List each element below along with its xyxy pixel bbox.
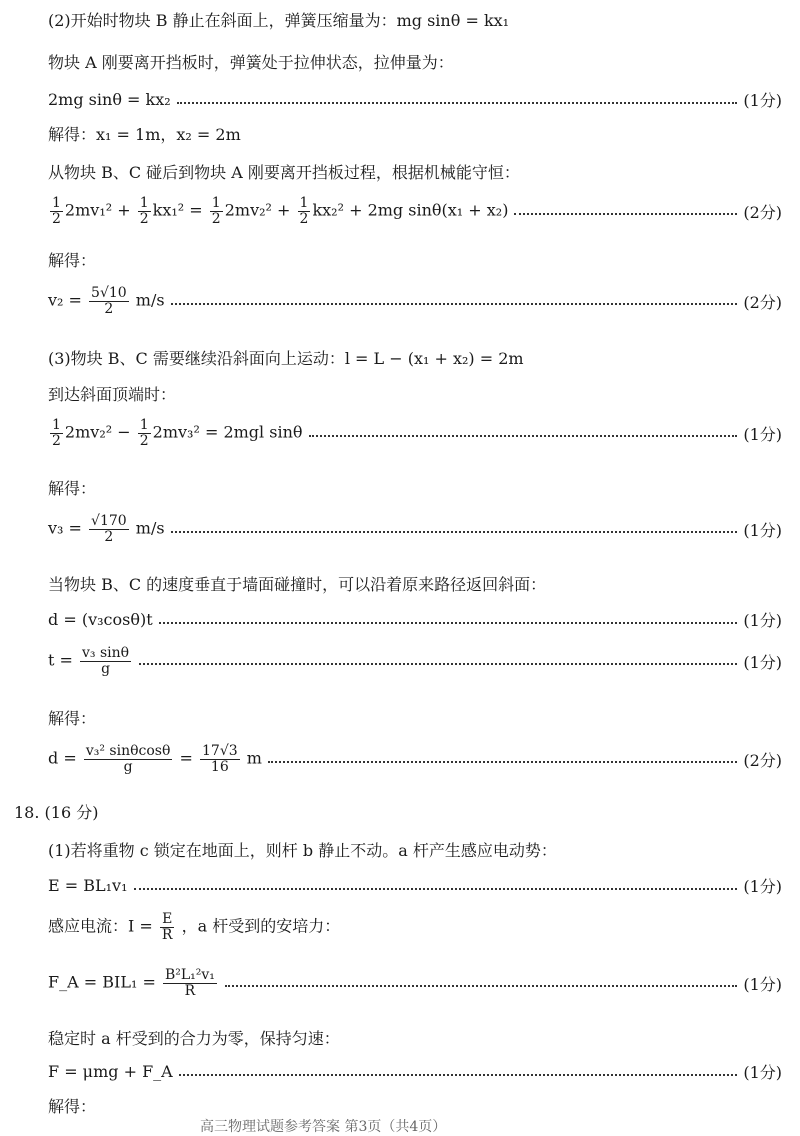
- leader-dots: [171, 531, 738, 533]
- line-emf: [48, 874, 782, 897]
- question-18-header: [14, 800, 782, 823]
- line-v2: [48, 286, 782, 316]
- line-solve-label: [48, 248, 782, 271]
- line-a-leaving: [48, 50, 782, 73]
- fraction: $\frac{\text{v₃ sinθ}}{g}$: [82, 645, 130, 677]
- fraction: $\frac{E}{R}$: [161, 911, 173, 943]
- line-current: [48, 912, 782, 942]
- text: 从物块 B、C 碰后到物块 A 刚要离开挡板过程，根据机械能守恒：: [48, 163, 520, 182]
- score: (1分): [743, 1063, 782, 1082]
- equation: E = BL₁v₁: [48, 876, 128, 895]
- score: (1分): [743, 877, 782, 896]
- score: (2分): [743, 202, 782, 222]
- line-energy-intro: [48, 160, 782, 183]
- fraction: $\frac{5√10}{2}$: [91, 285, 127, 317]
- equation: $\frac{1}{2}$ 2mv₂² − $\frac{1}{2}$ 2mv₃² = 2mgl sinθ: [52, 417, 303, 449]
- line-reach-top: [48, 382, 782, 405]
- leader-dots: [309, 435, 738, 437]
- equation: 2mg sinθ = kx₂: [48, 90, 171, 109]
- text: 解得：: [48, 709, 97, 728]
- score: (1分): [743, 974, 782, 994]
- line-d-result: [48, 744, 782, 774]
- line-eq-x2: [48, 88, 782, 111]
- leader-dots: [134, 888, 738, 890]
- line-energy-eq-2: [48, 418, 782, 448]
- leader-dots: [179, 1074, 738, 1076]
- line-solution-x: [48, 122, 782, 145]
- equation: d = $\frac{\text{v₃² sinθcosθ}}{g}$ = $\frac{17√3}{16}$ m: [48, 743, 262, 775]
- line-t-eq: [48, 646, 782, 676]
- equation: d = (v₃cosθ)t: [48, 610, 153, 629]
- text: (1)若将重物 c 锁定在地面上，则杆 b 静止不动。a 杆产生感应电动势：: [48, 841, 557, 860]
- score: (1分): [743, 611, 782, 630]
- line-energy-eq: [48, 196, 782, 226]
- fraction: $\frac{1}{2}$: [299, 195, 309, 227]
- fraction: $\frac{1}{2}$: [139, 417, 149, 449]
- fraction: $\frac{\text{v₃² sinθcosθ}}{g}$: [85, 743, 171, 775]
- equation: 感应电流：I = $\frac{E}{R}$ ，a 杆受到的安培力：: [48, 911, 341, 943]
- text: 解得：: [48, 479, 97, 498]
- fraction: $\frac{\text{B²L₁²v₁}}{R}$: [164, 967, 215, 999]
- score: (1分): [743, 520, 782, 540]
- equation: v₃ = $\frac{√170}{2}$ m/s: [48, 513, 165, 545]
- line-solve-label: [48, 706, 782, 729]
- line-part3: [48, 346, 782, 369]
- line-solve-label: [48, 1094, 782, 1117]
- line-wall-collision: [48, 572, 782, 595]
- line-ampere-force: [48, 968, 782, 998]
- score: (1分): [743, 91, 782, 110]
- line-solve-label: [48, 476, 782, 499]
- equation: $\frac{1}{2}$ 2mv₁² + $\frac{1}{2}$ kx₁² = $\frac{1}{2}$ 2mv₂² + $\frac{1}{2}$ kx₂² + 2mg sinθ(x₁ + x₂): [52, 195, 509, 227]
- text: 物块 A 刚要离开挡板时，弹簧处于拉伸状态，拉伸量为：: [48, 53, 454, 72]
- leader-dots: [268, 761, 737, 763]
- text: 到达斜面顶端时：: [48, 385, 177, 404]
- leader-dots: [139, 663, 737, 665]
- text: 解得：: [48, 1097, 97, 1116]
- leader-dots: [225, 985, 737, 987]
- leader-dots: [177, 102, 738, 104]
- text: 当物块 B、C 的速度垂直于墙面碰撞时，可以沿着原来路径返回斜面：: [48, 575, 547, 594]
- score: (1分): [743, 424, 782, 444]
- fraction: $\frac{√170}{2}$: [91, 513, 127, 545]
- line-v3: [48, 514, 782, 544]
- line-spring-compression: [48, 8, 782, 31]
- leader-dots: [171, 303, 738, 305]
- leader-dots: [514, 213, 737, 215]
- leader-dots: [159, 622, 738, 624]
- text: 解得：x₁ = 1m，x₂ = 2m: [48, 125, 241, 144]
- text: (3)物块 B、C 需要继续沿斜面向上运动：l = L − (x₁ + x₂) = 2m: [48, 349, 524, 368]
- line-force-balance: [48, 1060, 782, 1083]
- equation: v₂ = $\frac{5√10}{2}$ m/s: [48, 285, 165, 317]
- text: 解得：: [48, 251, 97, 270]
- equation: F = μmg + F_A: [48, 1062, 173, 1081]
- text: 18. (16 分): [14, 803, 99, 822]
- line-steady-state: [48, 1026, 782, 1049]
- text: (2)开始时物块 B 静止在斜面上，弹簧压缩量为：mg sinθ = kx₁: [48, 11, 510, 30]
- equation: t = $\frac{\text{v₃ sinθ}}{g}$: [48, 645, 130, 677]
- fraction: $\frac{1}{2}$: [139, 195, 149, 227]
- fraction: $\frac{1}{2}$: [211, 195, 221, 227]
- fraction: $\frac{1}{2}$: [52, 417, 61, 449]
- fraction: $\frac{1}{2}$: [52, 195, 61, 227]
- score: (1分): [743, 652, 782, 672]
- fraction: $\frac{17√3}{16}$: [202, 743, 238, 775]
- line-q18-part1: [48, 838, 782, 861]
- score: (2分): [743, 292, 782, 312]
- equation: F_A = BIL₁ = $\frac{\text{B²L₁²v₁}}{R}$: [48, 967, 215, 999]
- score: (2分): [743, 750, 782, 770]
- text: 稳定时 a 杆受到的合力为零，保持匀速：: [48, 1029, 340, 1048]
- line-d-eq: [48, 608, 782, 631]
- page-footer: 高三物理试题参考答案 第3页（共4页）: [200, 1119, 447, 1135]
